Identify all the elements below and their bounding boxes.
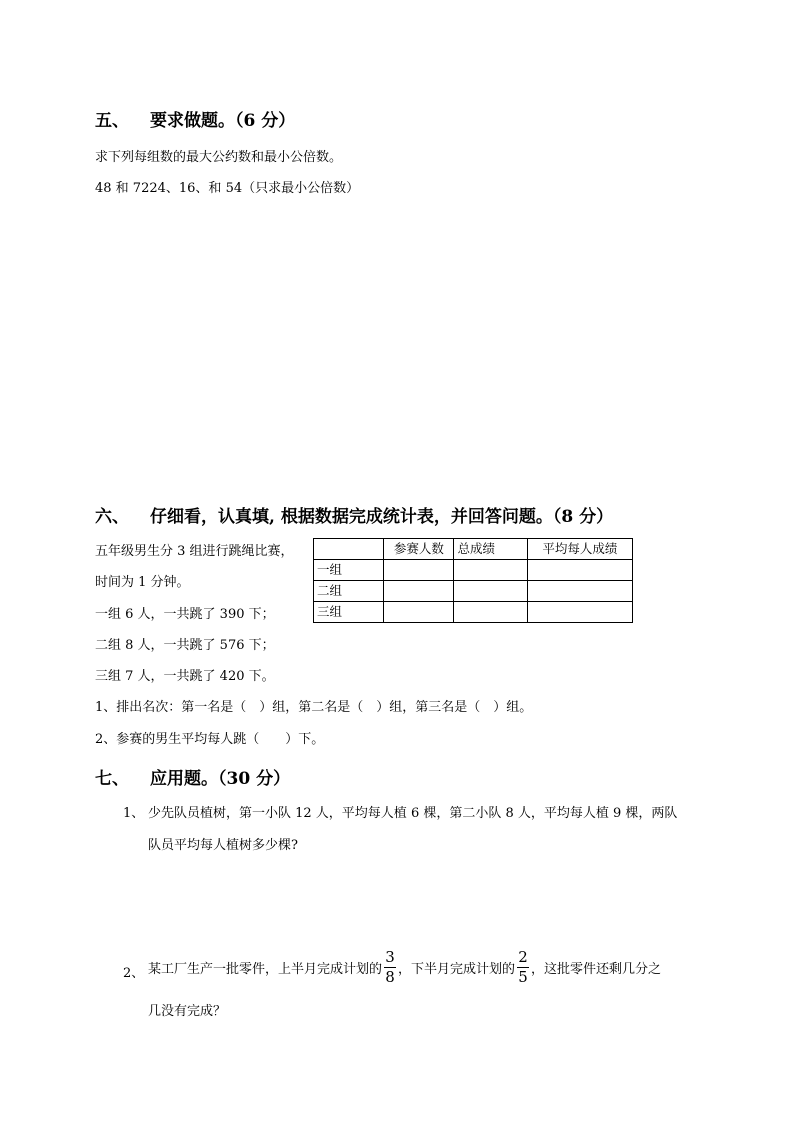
section-6-para-2: 时间为 1 分钟。 (95, 575, 190, 590)
fraction-denominator: 5 (518, 968, 528, 986)
table-header-cell (314, 539, 384, 560)
table-cell-blank (527, 581, 632, 602)
section-6-para-1: 五年级男生分 3 组进行跳绳比赛， (95, 544, 294, 559)
table-cell-blank (454, 560, 527, 581)
section-6-question-2: 2、参赛的男生平均每人跳（ ）下。 (95, 732, 325, 747)
section-6-para-3: 一组 6 人，一共跳了 390 下； (95, 607, 275, 622)
section-6-para-4: 二组 8 人，一共跳了 576 下； (95, 638, 275, 653)
table-header-row (314, 539, 633, 560)
section-5-number: 五、 (95, 111, 129, 131)
table-cell-blank (454, 581, 527, 602)
table-cell-blank (384, 560, 454, 581)
section-6-question-1: 1、排出名次：第一名是（ ）组，第二名是（ ）组，第三名是（ ）组。 (95, 700, 533, 715)
table-row-label: 一组 (314, 560, 384, 581)
table-header-cell: 平均每人成绩 (527, 539, 632, 560)
problem-2-text-c: ，这批零件还剩几分之 (531, 962, 662, 977)
section-5-title: 要求做题。（6 分） (150, 111, 296, 131)
problem-1-line-1: 少先队员植树，第一小队 12 人，平均每人植 6 棵，第二小队 8 人，平均每人植 9 棵，两队 (148, 806, 678, 821)
section-6-number: 六、 (95, 507, 129, 527)
fraction-denominator: 8 (385, 968, 395, 986)
table-cell-blank (384, 602, 454, 623)
fraction-numerator: 2 (518, 948, 528, 966)
statistics-table (313, 538, 633, 623)
problem-2-text-b: ，下半月完成计划的 (398, 962, 516, 977)
table-cell-blank (527, 602, 632, 623)
table-header-cell: 总成绩 (454, 539, 527, 560)
problem-1-number: 1、 (123, 806, 145, 821)
problem-1-line-2: 队员平均每人植树多少棵? (148, 838, 298, 853)
section-5-heading (95, 106, 295, 131)
fraction-two-fifths (517, 948, 529, 987)
section-5-problem: 48 和 7224、16、和 54（只求最小公倍数） (95, 181, 360, 196)
table-row (314, 602, 633, 623)
section-6-heading (95, 502, 613, 527)
table-row (314, 560, 633, 581)
table-row-label: 二组 (314, 581, 384, 602)
problem-2-line-2: 几没有完成？ (148, 1004, 227, 1019)
section-7-title: 应用题。（30 分） (150, 769, 291, 789)
problem-2-text-a: 某工厂生产一批零件，上半月完成计划的 (148, 962, 383, 977)
problem-2-line-1 (148, 948, 661, 992)
table-header-cell: 参赛人数 (384, 539, 454, 560)
section-7-heading (95, 764, 290, 789)
table-cell-blank (527, 560, 632, 581)
table-row-label: 三组 (314, 602, 384, 623)
fraction-three-eighths (384, 948, 396, 987)
table-row (314, 581, 633, 602)
table-cell-blank (454, 602, 527, 623)
problem-2-number: 2、 (123, 966, 145, 981)
section-7-number: 七、 (95, 769, 129, 789)
table-cell-blank (384, 581, 454, 602)
section-5-instruction: 求下列每组数的最大公约数和最小公倍数。 (95, 150, 343, 165)
section-6-para-5: 三组 7 人，一共跳了 420 下。 (95, 669, 275, 684)
fraction-numerator: 3 (385, 948, 395, 966)
section-6-title: 仔细看，认真填, 根据数据完成统计表，并回答问题。（8 分） (150, 507, 614, 527)
